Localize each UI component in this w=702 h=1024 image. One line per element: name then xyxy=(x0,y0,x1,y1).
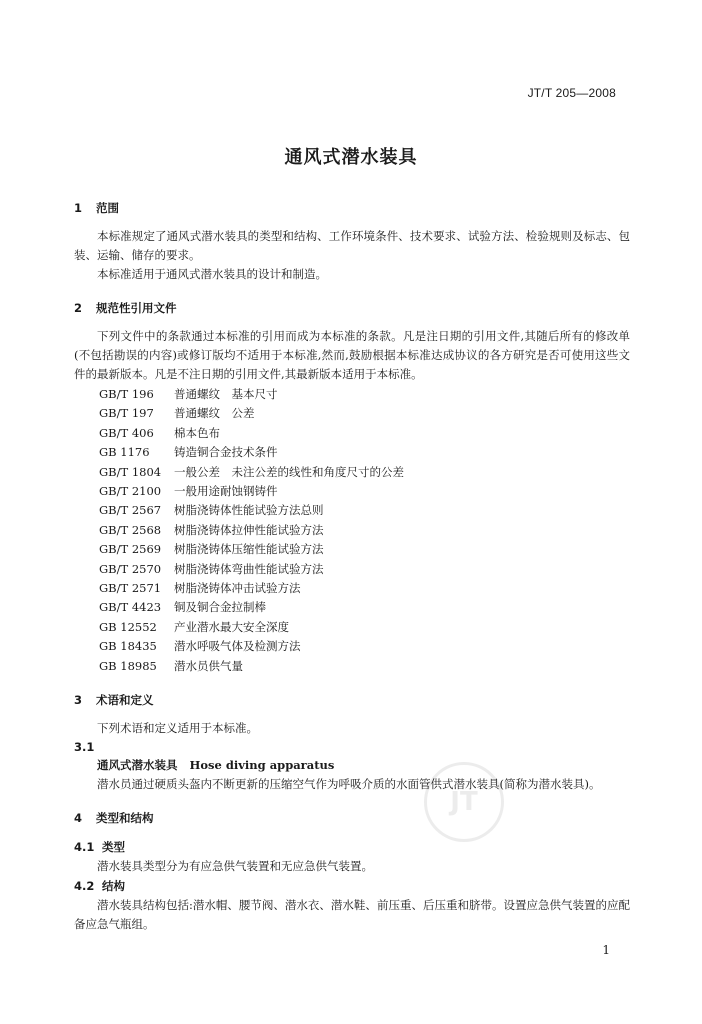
watermark-text: JT xyxy=(450,787,478,817)
reference-title: 潜水员供气量 xyxy=(174,658,243,673)
section-title: 类型和结构 xyxy=(96,811,154,826)
reference-item xyxy=(99,560,630,579)
reference-code: GB/T 2100 xyxy=(99,484,162,499)
section-number: 3 xyxy=(74,693,83,708)
references-paragraph: 下列文件中的条款通过本标准的引用而成为本标准的条款。凡是注日期的引用文件,其随后所有的修改单(不包括勘误的内容)或修订版均不适用于本标准,然而,鼓励根据本标准达成协议的各方研究是否可使用这些文件的最新版本。凡是不注日期的引用文件,其最新版本适用于本标准。 xyxy=(74,329,630,381)
section-heading-scope xyxy=(74,198,630,218)
section-number: 4 xyxy=(74,811,83,826)
subsection-title: 类型 xyxy=(102,840,125,855)
reference-code: GB 18435 xyxy=(99,639,157,654)
term-number: 3.1 xyxy=(74,740,95,755)
reference-item xyxy=(99,540,630,559)
subsection-heading-types xyxy=(74,837,630,857)
reference-code: GB 18985 xyxy=(99,658,157,673)
reference-title: 潜水呼吸气体及检测方法 xyxy=(174,639,301,654)
reference-code: GB 1176 xyxy=(99,445,150,460)
reference-code: GB/T 2570 xyxy=(99,561,162,576)
reference-title: 普通螺纹 基本尺寸 xyxy=(174,387,278,401)
reference-title: 树脂浇铸体压缩性能试验方法 xyxy=(174,542,324,557)
section-heading-terms xyxy=(74,690,630,710)
subsection-heading-structure xyxy=(74,876,630,896)
reference-item xyxy=(99,579,630,598)
reference-item xyxy=(99,521,630,540)
reference-item xyxy=(99,501,630,520)
reference-title: 一般用途耐蚀钢铸件 xyxy=(174,484,278,499)
term-entry xyxy=(74,756,630,775)
section-number: 2 xyxy=(74,301,83,315)
reference-code: GB/T 197 xyxy=(99,406,154,421)
reference-code: GB/T 1804 xyxy=(99,464,162,479)
scope-paragraph-1: 本标准规定了通风式潜水装具的类型和结构、工作环境条件、技术要求、试验方法、检验规则及标志、包装、运输、储存的要求。 xyxy=(74,229,630,262)
types-paragraph: 潜水装具类型分为有应急供气装置和无应急供气装置。 xyxy=(97,859,373,874)
standard-code: JT/T 205—2008 xyxy=(527,86,616,100)
reference-item xyxy=(99,385,630,404)
section-heading-types-structure xyxy=(74,808,630,828)
scope-paragraph-2: 本标准适用于通风式潜水装具的设计和制造。 xyxy=(97,267,327,281)
reference-item xyxy=(99,424,630,443)
reference-title: 树脂浇铸体冲击试验方法 xyxy=(174,581,301,596)
reference-code: GB/T 196 xyxy=(99,387,154,401)
reference-title: 树脂浇铸体拉伸性能试验方法 xyxy=(174,522,324,537)
reference-item xyxy=(99,404,630,423)
reference-item xyxy=(99,598,630,617)
reference-code: GB/T 2568 xyxy=(99,522,162,537)
reference-item xyxy=(99,618,630,637)
reference-title: 树脂浇铸体性能试验方法总则 xyxy=(174,503,324,518)
reference-item xyxy=(99,482,630,501)
subsection-number: 4.2 xyxy=(74,879,95,894)
reference-code: GB 12552 xyxy=(99,619,157,634)
reference-item xyxy=(99,657,630,676)
structure-paragraph: 潜水装具结构包括:潜水帽、腰节阀、潜水衣、潜水鞋、前压重、后压重和脐带。设置应急供气装置的应配备应急气瓶组。 xyxy=(74,898,630,932)
reference-title: 产业潜水最大安全深度 xyxy=(174,619,289,634)
reference-title: 铜及铜合金拉制棒 xyxy=(174,600,266,615)
reference-code: GB/T 2567 xyxy=(99,503,162,518)
page-number: 1 xyxy=(602,943,610,957)
term-chinese: 通风式潜水装具 xyxy=(97,758,178,773)
term-definition: 潜水员通过硬质头盔内不断更新的压缩空气作为呼吸介质的水面管供式潜水装具(简称为潜水装具)。 xyxy=(97,777,601,792)
reference-code: GB/T 4423 xyxy=(99,600,162,615)
reference-item xyxy=(99,443,630,462)
section-title: 术语和定义 xyxy=(96,693,154,708)
section-number: 1 xyxy=(74,201,83,215)
subsection-number: 4.1 xyxy=(74,840,95,855)
reference-code: GB/T 2571 xyxy=(99,581,162,596)
reference-code: GB/T 406 xyxy=(99,425,154,440)
terms-paragraph: 下列术语和定义适用于本标准。 xyxy=(97,721,258,736)
reference-title: 铸造铜合金技术条件 xyxy=(174,445,278,460)
reference-item xyxy=(99,463,630,482)
section-title: 范围 xyxy=(96,201,119,215)
section-title: 规范性引用文件 xyxy=(96,301,177,315)
document-title: 通风式潜水装具 xyxy=(284,147,418,168)
subsection-title: 结构 xyxy=(102,879,125,894)
reference-title: 普通螺纹 公差 xyxy=(174,406,255,421)
term-english: Hose diving apparatus xyxy=(189,758,335,773)
reference-list xyxy=(99,385,630,676)
reference-title: 棉本色布 xyxy=(174,425,220,440)
reference-item xyxy=(99,637,630,656)
document-body xyxy=(74,198,630,934)
reference-title: 一般公差 未注公差的线性和角度尺寸的公差 xyxy=(174,464,404,479)
section-heading-normative-references xyxy=(74,298,630,318)
reference-code: GB/T 2569 xyxy=(99,542,162,557)
reference-title: 树脂浇铸体弯曲性能试验方法 xyxy=(174,561,324,576)
